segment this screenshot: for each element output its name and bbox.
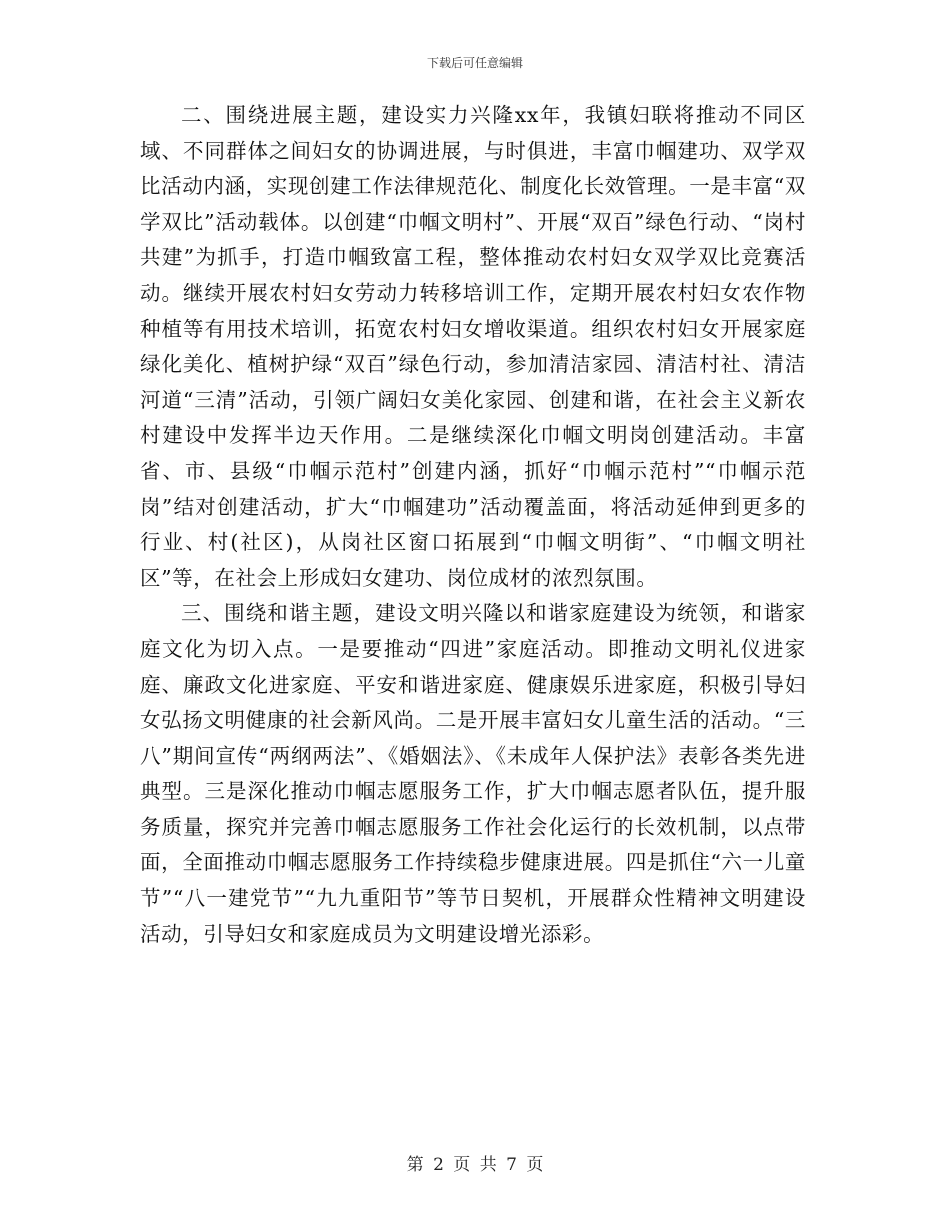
paragraph-3: 三、围绕和谐主题，建设文明兴隆以和谐家庭建设为统领，和谐家庭文化为切入点。一是要推动“四进”家庭活动。即推动文明礼仪进家庭、廉政文化进家庭、平安和谐进家庭、健康娱乐进家庭，积极引导妇女弘扬文明健康的社会新风尚。二是开展丰富妇女儿童生活的活动。“三八”期间宣传“两纲两法”、《婚姻法》、《未成年人保护法》表彰各类先进典型。三是深化推动巾帼志愿服务工作，扩大巾帼志愿者队伍，提升服务质量，探究并完善巾帼志愿服务工作社会化运行的长效机制，以点带面，全面推动巾帼志愿服务工作持续稳步健康进展。四是抓住“六一儿童节”“八一建党节”“九九重阳节”等节日契机，开展群众性精神文明建设活动，引导妇女和家庭成员为文明建设增光添彩。	[140, 601, 806, 946]
header-note: 下载后可任意编辑	[426, 56, 523, 70]
page-number-footer: 第 2 页 共 7 页	[406, 1155, 544, 1175]
paragraph-2: 二、围绕进展主题，建设实力兴隆xx年，我镇妇联将推动不同区域、不同群体之间妇女的协调进展，与时俱进，丰富巾帼建功、双学双比活动内涵，实现创建工作法律规范化、制度化长效管理。一是丰富“双学双比”活动载体。以创建“巾帼文明村”、开展“双百”绿色行动、“岗村共建”为抓手，打造巾帼致富工程，整体推动农村妇女双学双比竞赛活动。继续开展农村妇女劳动力转移培训工作，定期开展农村妇女农作物种植等有用技术培训，拓宽农村妇女增收渠道。组织农村妇女开展家庭绿化美化、植树护绿“双百”绿色行动，参加清洁家园、清洁村社、清洁河道“三清”活动，引领广阔妇女美化家园、创建和谐，在社会主义新农村建设中发挥半边天作用。二是继续深化巾帼文明岗创建活动。丰富省、市、县级“巾帼示范村”创建内涵，抓好“巾帼示范村”“巾帼示范岗”结对创建活动，扩大“巾帼建功”活动覆盖面，将活动延伸到更多的行业、村(社区)，从岗社区窗口拓展到“巾帼文明街”、“巾帼文明社区”等，在社会上形成妇女建功、岗位成材的浓烈氛围。	[140, 103, 806, 590]
document-body	[140, 98, 806, 952]
